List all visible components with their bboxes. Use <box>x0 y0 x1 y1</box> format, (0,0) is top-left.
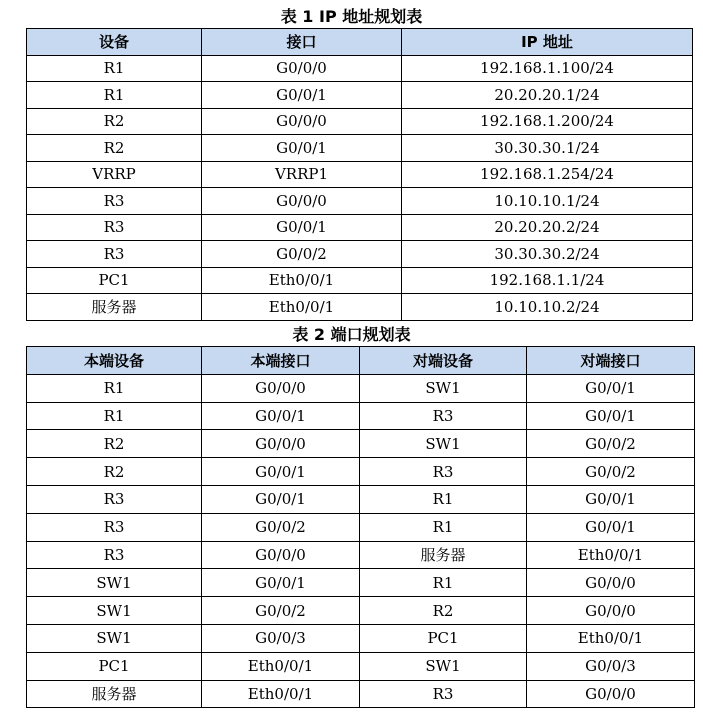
table-row <box>27 485 695 513</box>
column-header: 接口 <box>202 29 402 56</box>
table-row <box>27 569 695 597</box>
table-cell: R2 <box>27 458 202 486</box>
table-cell: G0/0/1 <box>202 82 402 109</box>
table-cell: R1 <box>27 402 202 430</box>
table-row <box>27 597 695 625</box>
table-row <box>27 55 693 82</box>
table-header-row <box>27 29 693 56</box>
column-header: IP 地址 <box>402 29 693 56</box>
table-cell: G0/0/1 <box>527 513 695 541</box>
table-cell: G0/0/0 <box>202 55 402 82</box>
table-cell: R1 <box>360 513 527 541</box>
table-row <box>27 214 693 241</box>
table-cell: G0/0/1 <box>202 135 402 162</box>
table-cell: G0/0/1 <box>202 214 402 241</box>
table-cell: G0/0/0 <box>202 430 360 458</box>
table-cell: R3 <box>27 188 202 215</box>
table-cell: SW1 <box>27 569 202 597</box>
port-plan-table <box>26 346 695 708</box>
table-cell: PC1 <box>27 267 202 294</box>
table-cell: 20.20.20.1/24 <box>402 82 693 109</box>
table1-caption: 表 1 IP 地址规划表 <box>280 7 423 26</box>
column-header: 本端设备 <box>27 347 202 375</box>
table-cell: G0/0/2 <box>527 430 695 458</box>
table-cell: PC1 <box>27 652 202 680</box>
table-row <box>27 541 695 569</box>
table-cell: 30.30.30.2/24 <box>402 241 693 268</box>
table-cell: 服务器 <box>27 294 202 321</box>
table-row <box>27 82 693 109</box>
table-row <box>27 402 695 430</box>
table-cell: G0/0/0 <box>202 108 402 135</box>
table-row <box>27 267 693 294</box>
table-cell: 192.168.1.100/24 <box>402 55 693 82</box>
table-cell: 30.30.30.1/24 <box>402 135 693 162</box>
table-row <box>27 135 693 162</box>
table-cell: 10.10.10.1/24 <box>402 188 693 215</box>
table-cell: G0/0/1 <box>527 374 695 402</box>
table-cell: R3 <box>360 402 527 430</box>
table-cell: R1 <box>27 374 202 402</box>
table-row <box>27 188 693 215</box>
table-cell: SW1 <box>27 597 202 625</box>
table-cell: R3 <box>27 541 202 569</box>
table-cell: Eth0/0/1 <box>202 680 360 708</box>
table2-caption: 表 2 端口规划表 <box>292 325 411 344</box>
table-cell: R3 <box>27 513 202 541</box>
table-row <box>27 680 695 708</box>
table-cell: VRRP1 <box>202 161 402 188</box>
table-cell: SW1 <box>360 652 527 680</box>
table-cell: R3 <box>360 680 527 708</box>
table-cell: R2 <box>27 135 202 162</box>
table-cell: G0/0/0 <box>202 374 360 402</box>
table-cell: G0/0/2 <box>527 458 695 486</box>
table-cell: G0/0/2 <box>202 597 360 625</box>
table-row <box>27 652 695 680</box>
table-cell: R1 <box>27 55 202 82</box>
table-cell: G0/0/1 <box>202 485 360 513</box>
table-cell: G0/0/0 <box>527 680 695 708</box>
table-cell: 192.168.1.1/24 <box>402 267 693 294</box>
table-cell: R2 <box>360 597 527 625</box>
table-cell: Eth0/0/1 <box>202 652 360 680</box>
table-row <box>27 294 693 321</box>
table-cell: 10.10.10.2/24 <box>402 294 693 321</box>
table-cell: R2 <box>27 430 202 458</box>
table-cell: R1 <box>360 569 527 597</box>
table-cell: G0/0/3 <box>527 652 695 680</box>
table-cell: VRRP <box>27 161 202 188</box>
table-cell: G0/0/0 <box>202 541 360 569</box>
table-cell: 服务器 <box>27 680 202 708</box>
table-row <box>27 430 695 458</box>
table-cell: Eth0/0/1 <box>202 294 402 321</box>
column-header: 对端设备 <box>360 347 527 375</box>
table-row <box>27 161 693 188</box>
table-header-row <box>27 347 695 375</box>
table-cell: 192.168.1.254/24 <box>402 161 693 188</box>
table-cell: G0/0/1 <box>527 485 695 513</box>
table-cell: G0/0/2 <box>202 513 360 541</box>
table-cell: 20.20.20.2/24 <box>402 214 693 241</box>
table-cell: Eth0/0/1 <box>202 267 402 294</box>
table-cell: Eth0/0/1 <box>527 624 695 652</box>
table-row <box>27 108 693 135</box>
column-header: 本端接口 <box>202 347 360 375</box>
table-cell: PC1 <box>360 624 527 652</box>
table-cell: SW1 <box>360 374 527 402</box>
table-cell: R3 <box>27 214 202 241</box>
table-cell: G0/0/1 <box>527 402 695 430</box>
table-cell: R3 <box>360 458 527 486</box>
table-cell: G0/0/0 <box>527 569 695 597</box>
table-cell: R3 <box>27 241 202 268</box>
ip-address-plan-table <box>26 28 693 321</box>
table-cell: 192.168.1.200/24 <box>402 108 693 135</box>
table-cell: G0/0/0 <box>202 188 402 215</box>
column-header: 设备 <box>27 29 202 56</box>
table-cell: R1 <box>27 82 202 109</box>
table-row <box>27 241 693 268</box>
table-cell: G0/0/2 <box>202 241 402 268</box>
table-cell: Eth0/0/1 <box>527 541 695 569</box>
table-cell: G0/0/0 <box>527 597 695 625</box>
table-row <box>27 624 695 652</box>
table-cell: R1 <box>360 485 527 513</box>
table-cell: G0/0/3 <box>202 624 360 652</box>
table-cell: G0/0/1 <box>202 402 360 430</box>
table-cell: SW1 <box>360 430 527 458</box>
table-cell: R3 <box>27 485 202 513</box>
table-row <box>27 458 695 486</box>
table-cell: SW1 <box>27 624 202 652</box>
table-cell: G0/0/1 <box>202 569 360 597</box>
table-row <box>27 513 695 541</box>
table-row <box>27 374 695 402</box>
table-cell: R2 <box>27 108 202 135</box>
table-cell: 服务器 <box>360 541 527 569</box>
column-header: 对端接口 <box>527 347 695 375</box>
table-cell: G0/0/1 <box>202 458 360 486</box>
